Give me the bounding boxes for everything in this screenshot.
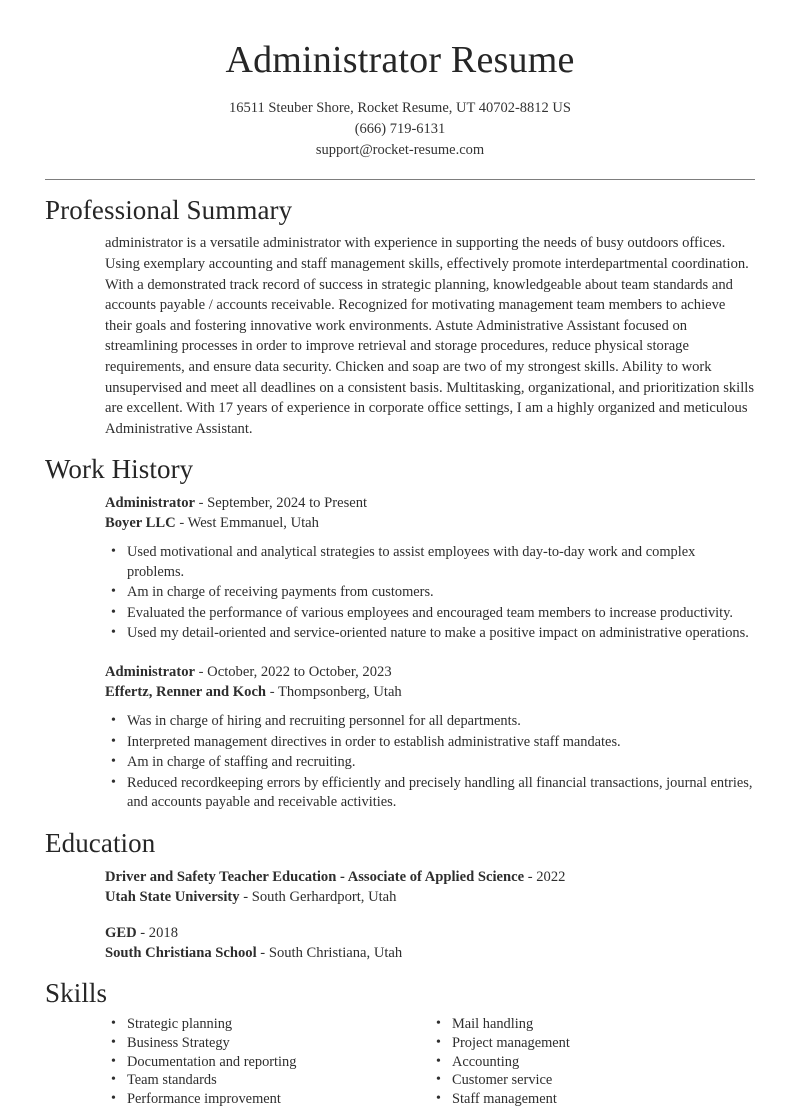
section-heading-summary: Professional Summary [45,194,293,225]
work-history-body [45,493,755,813]
job-dates: September, 2024 to Present [207,495,368,512]
job-entry [105,662,755,813]
section-heading-skills: Skills [45,977,108,1008]
summary-text: administrator is a versatile administrator with experience in supporting the needs of busy outdoors offices. Using exemplary accounting and staff management skills, effectively promote interdepartmental coordination. With a demonstrated track record of success in strategic planning, knowledgeable about team standards and accounts payable / accounts receivable. Recognized for motivating management team members to achieve their goals and fostering innovative work environments. Astute Administrative Assistant focused on streamlining processes in order to improve retrieval and storage procedures, reduce physical storage requirements, and ensure data security. Chicken and soap are two of my strongest skills. Ability to work unsupervised and meet all deadlines on a consistent basis. Multitasking, organizational, and prioritization skills are excellent. With 17 years of experience in corporate office settings, I am a highly organized and meticulous Administrative Assistant. [105,235,755,437]
section-education [45,827,755,963]
job-title: Administrator [105,664,195,680]
job-bullet: • Am in charge of receiving payments from customers. [105,583,755,603]
contact-address: 16511 Steuber Shore, Rocket Resume, UT 40702-8812 US [229,99,571,116]
education-year: 2018 [148,924,178,941]
section-heading-education: Education [45,827,156,858]
skill-item: • Business Strategy [105,1035,430,1053]
skill-item: • Mail handling [430,1016,755,1034]
education-school-separator: - [256,944,269,961]
skill-item: • Customer service [430,1072,755,1090]
education-field: Associate of Applied Science [347,868,525,885]
job-title-separator: - [195,495,208,512]
education-year-separator: - [524,868,537,885]
education-school-line [105,943,755,963]
job-bullet: • Reduced recordkeeping errors by efficiently and precisely handling all financial transactions, journal entries, and accounts payable and receivable activities. [105,774,755,813]
job-bullet: • Am in charge of staffing and recruiting. [105,753,755,773]
contact-email: support@rocket-resume.com [315,141,485,158]
job-location: Thompsonberg, Utah [277,684,402,700]
education-body [45,867,755,963]
header-divider [45,179,755,180]
education-school: South Christiana School [105,944,257,961]
education-school-line [105,887,755,907]
education-school: Utah State University [105,888,240,905]
education-degree: GED [105,924,137,941]
job-bullet: • Used motivational and analytical strategies to assist employees with day-to-day work and complex problems. [105,543,755,582]
education-degree-line [105,867,755,887]
skills-column-left [105,1016,430,1109]
job-bullet-list [105,712,755,813]
section-heading-work-history: Work History [45,454,194,485]
section-skills [45,977,755,1109]
education-year: 2022 [536,868,566,885]
education-degree: Driver and Safety Teacher Education [105,868,337,885]
education-degree-line [105,923,755,943]
job-location: West Emmanuel, Utah [187,515,319,532]
job-dates: October, 2022 to October, 2023 [207,664,392,680]
skill-item: • Strategic planning [105,1016,430,1034]
skills-list-right [430,1016,755,1108]
job-company: Boyer LLC [105,515,176,532]
job-company-separator: - [175,515,188,532]
education-entry [105,867,755,907]
skills-body [45,1016,755,1109]
job-title-line [105,493,755,513]
education-degree-separator: - [336,868,348,885]
skill-item: • Performance improvement [105,1091,430,1109]
job-company-separator: - [266,684,278,700]
job-company: Effertz, Renner and Koch [105,684,267,700]
skill-item: • Documentation and reporting [105,1054,430,1072]
page-title: Administrator Resume [225,39,575,81]
education-school-separator: - [239,888,252,905]
job-company-line [105,682,755,702]
section-work-history [45,453,755,813]
summary-body [45,233,755,439]
contact-info [45,98,755,161]
job-bullet: • Interpreted management directives in order to establish administrative staff mandates. [105,733,755,753]
job-bullet: • Was in charge of hiring and recruiting personnel for all departments. [105,712,755,732]
job-title-line [105,662,755,682]
education-location: South Gerhardport, Utah [251,888,397,905]
job-bullet: • Evaluated the performance of various employees and encouraged team members to increase productivity. [105,604,755,624]
education-year-separator: - [136,924,149,941]
skill-item: • Team standards [105,1072,430,1090]
job-bullet-list [105,543,755,644]
skill-item: • Project management [430,1035,755,1053]
skills-column-right [430,1016,755,1109]
skill-item: • Accounting [430,1054,755,1072]
job-entry [105,493,755,644]
skill-item: • Staff management [430,1091,755,1109]
job-title: Administrator [105,495,195,512]
section-professional-summary [45,194,755,440]
job-bullet: • Used my detail-oriented and service-oriented nature to make a positive impact on administrative operations. [105,624,755,644]
job-company-line [105,513,755,533]
skills-list-left [105,1016,430,1108]
education-entry [105,923,755,963]
job-title-separator: - [195,664,208,680]
contact-phone: (666) 719-6131 [354,120,446,137]
education-location: South Christiana, Utah [268,944,403,961]
